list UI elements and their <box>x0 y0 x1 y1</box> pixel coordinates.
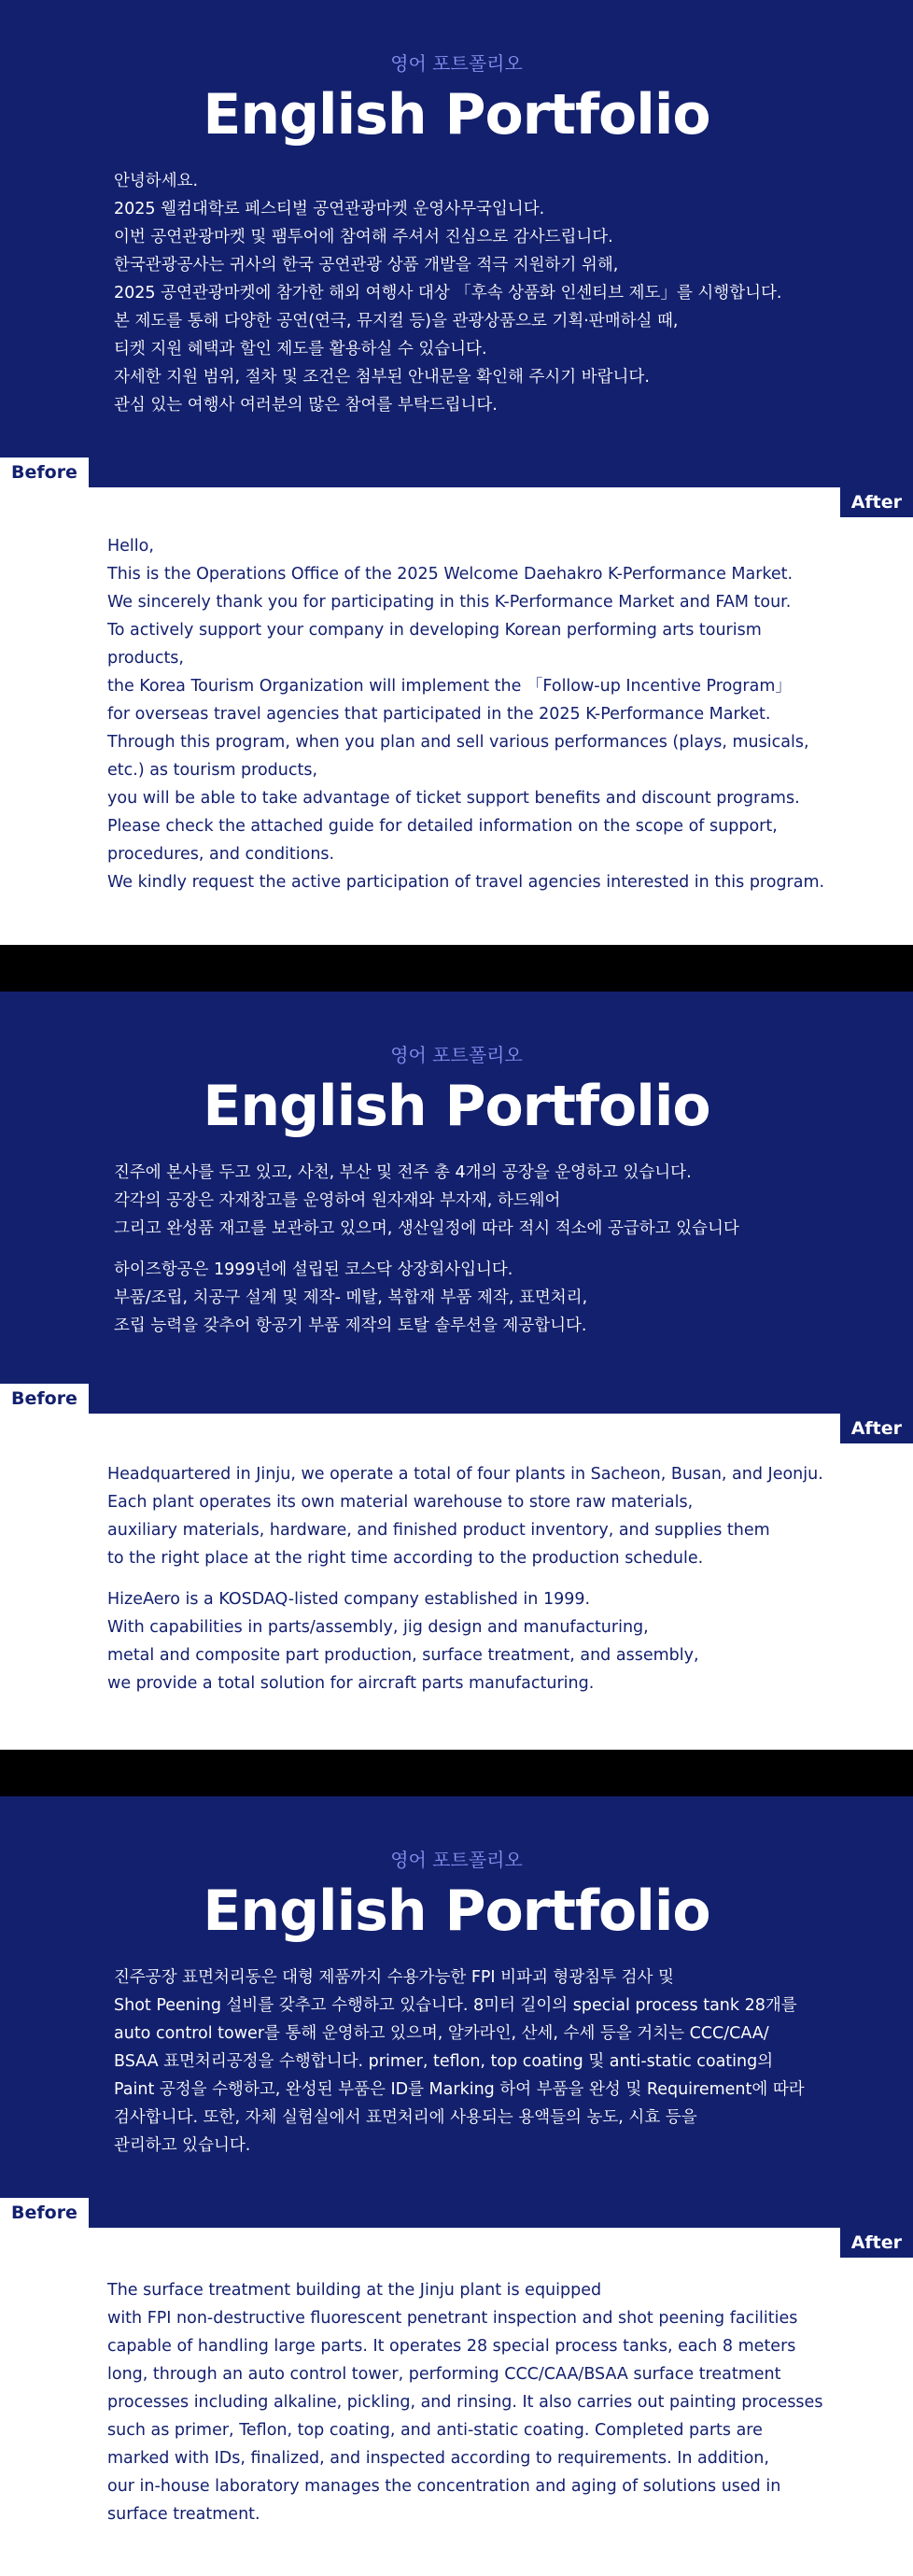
korean-paragraph: 진주공장 표면처리동은 대형 제품까지 수용가능한 FPI 비파괴 형광침투 검사 및 Shot Peening 설비를 갖추고 수행하고 있습니다. 8미터 길이의 special process tank 28개를 auto control tower를 통해 운영하고 있으며, 알카라인, 산세, 수세 등을 거치는 CCC/CAA/ BSAA 표면처리공정을 수행합니다. primer, teflon, top coating 및 anti-static coating의 Paint 공정을 수행하고, 완성된 부품은 ID를 Marking 하여 부품을 완성 및 Requirement에 따라 검사합니다. 또한, 자체 실험실에서 표면처리에 사용되는 용액들의 농도, 시효 등을 관리하고 있습니다. <box>114 1968 805 2155</box>
page-title: English Portfolio <box>203 1074 710 1139</box>
portfolio-section-3 <box>0 1796 913 2576</box>
korean-panel <box>0 0 913 487</box>
english-paragraph: Headquartered in Jinju, we operate a total of four plants in Sacheon, Busan, and Jeonju. Each plant operates its own material warehouse to store raw materials, auxiliary materials, hardware, and finished product inventory, and supplies them to the right place at the right time according to the production schedule. <box>107 1465 823 1568</box>
section-divider <box>0 945 913 992</box>
english-paragraph: HizeAero is a KOSDAQ-listed company established in 1999. With capabilities in parts/assembly, jig design and manufacturing, metal and composite part production, surface treatment, and assembly, we provide a total solution for aircraft parts manufacturing. <box>107 1590 699 1693</box>
eyebrow-label: 영어 포트폴리오 <box>390 52 523 75</box>
korean-text-block <box>0 1159 913 1340</box>
english-paragraph: The surface treatment building at the Jinju plant is equipped with FPI non-destructive fluorescent penetrant inspection and shot peening facilities capable of handling large parts. It operates 28 special process tanks, each 8 meters long, through an auto control tower, performing CCC/CAA/BSAA surface treatment processes including alkaline, pickling, and rinsing. It also carries out painting processes such as primer, Teflon, top coating, and anti-static coating. Completed parts are marked with IDs, finalized, and inspected according to requirements. In addition, our in-house laboratory manages the concentration and aging of solutions used in surface treatment. <box>107 2281 823 2524</box>
english-panel <box>0 487 913 945</box>
section-divider <box>0 1750 913 1796</box>
english-panel <box>0 2228 913 2576</box>
korean-panel <box>0 1796 913 2228</box>
english-text-block <box>0 532 913 896</box>
before-label: Before <box>0 2198 89 2228</box>
after-label: After <box>840 487 913 517</box>
eyebrow-label: 영어 포트폴리오 <box>390 1849 523 1871</box>
korean-paragraph: 안녕하세요. 2025 웰컴대학로 페스티벌 공연관광마켓 운영사무국입니다. 이번 공연관광마켓 및 팸투어에 참여해 주셔서 진심으로 감사드립니다. 한국관광공사는 귀사의 한국 공연관광 상품 개발을 적극 지원하기 위해, 2025 공연관광마켓에 참가한 해외 여행사 대상 「후속 상품화 인센티브 제도」를 시행합니다. 본 제도를 통해 다양한 공연(연극, 뮤지컬 등)을 관광상품으로 기획·판매하실 때, 티켓 지원 혜택과 할인 제도를 활용하실 수 있습니다. 자세한 지원 범위, 절차 및 조건은 첨부된 안내문을 확인해 주시기 바랍니다. 관심 있는 여행사 여러분의 많은 참여를 부탁드립니다. <box>114 172 782 415</box>
korean-panel <box>0 992 913 1414</box>
korean-paragraph: 진주에 본사를 두고 있고, 사천, 부산 및 전주 총 4개의 공장을 운영하고 있습니다. 각각의 공장은 자재창고를 운영하여 원자재와 부자재, 하드웨어 그리고 완성품 재고를 보관하고 있으며, 생산일정에 따라 적시 적소에 공급하고 있습니다 <box>114 1163 739 1238</box>
english-paragraph: Hello, This is the Operations Office of the 2025 Welcome Daehakro K-Performance Market. We sincerely thank you for participating in this K-Performance Market and FAM tour. To actively support your company in developing Korean performing arts tourism products, the Korea Tourism Organization will implement the 「Follow-up Incentive Program」 for overseas travel agencies that participated in the 2025 K-Performance Market. Through this program, when you plan and sell various performances (plays, musicals, etc.) as tourism products, you will be able to take advantage of ticket support benefits and discount programs. Please check the attached guide for detailed information on the scope of support, procedures, and conditions. We kindly request the active participation of travel agencies interested in this program. <box>107 537 825 892</box>
korean-text-block <box>0 1964 913 2160</box>
english-text-block <box>0 2276 913 2528</box>
page-title: English Portfolio <box>203 82 710 148</box>
after-label: After <box>840 2228 913 2258</box>
korean-text-block <box>0 167 913 419</box>
before-label: Before <box>0 457 89 487</box>
korean-paragraph: 하이즈항공은 1999년에 설립된 코스닥 상장회사입니다. 부품/조립, 치공구 설계 및 제작- 메탈, 복합재 부품 제작, 표면처리, 조립 능력을 갖추어 항공기 부품 제작의 토탈 솔루션을 제공합니다. <box>114 1260 588 1335</box>
eyebrow-label: 영어 포트폴리오 <box>390 1044 523 1066</box>
portfolio-section-2 <box>0 992 913 1750</box>
portfolio-section-1 <box>0 0 913 945</box>
page-title: English Portfolio <box>203 1879 710 1944</box>
english-panel <box>0 1414 913 1750</box>
before-label: Before <box>0 1384 89 1414</box>
english-text-block <box>0 1460 913 1697</box>
after-label: After <box>840 1414 913 1443</box>
